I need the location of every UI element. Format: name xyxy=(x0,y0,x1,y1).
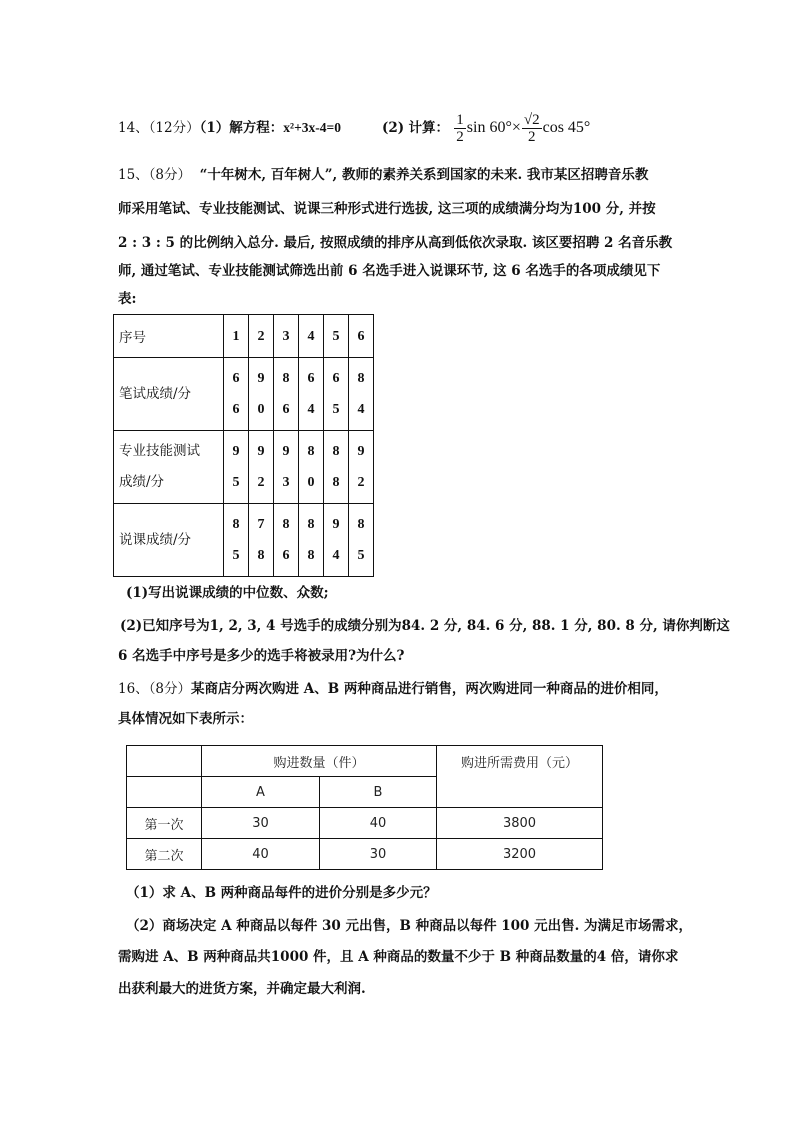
score-cell: 8 5 xyxy=(224,504,249,577)
q14-equation: x²+3x-4=0 xyxy=(283,120,341,135)
q16-intro-line2: 具体情况如下表所示： xyxy=(118,711,253,727)
purchase-table xyxy=(126,745,603,870)
qty-b-cell: 40 xyxy=(320,808,437,839)
q14-number: 14、 xyxy=(118,120,149,136)
q15-line-1 xyxy=(118,166,648,184)
row-label: 第二次 xyxy=(127,839,202,870)
scores-table xyxy=(113,314,374,577)
q15-sub1: (1)写出说课成绩的中位数、众数; xyxy=(126,585,329,601)
q16-number: 16、 xyxy=(118,681,149,697)
q15-paragraph-line: “十年树木, 百年树人”, 教师的素养关系到国家的未来. 我市某区招聘音乐教 xyxy=(199,167,649,183)
score-cell: 9 0 xyxy=(249,358,274,431)
id-cell: 2 xyxy=(249,315,274,358)
q16-sub2-line: （2）商场决定 A 种商品以每件 30 元出售，B 种商品以每件 100 元出售. 为满足市场需求， xyxy=(126,918,693,934)
col-a-header: A xyxy=(202,777,320,808)
fraction-root2-over-2: $\frac{√2}{2}$ xyxy=(523,112,540,145)
row-label: 说课成绩/分 xyxy=(114,504,224,577)
col-b-header: B xyxy=(320,777,437,808)
q14-part2-label: (2) xyxy=(382,120,405,136)
score-cell: 9 5 xyxy=(224,431,249,504)
cos-term: cos 45° xyxy=(542,119,591,136)
table-row xyxy=(114,504,374,577)
score-cell: 8 4 xyxy=(349,358,374,431)
score-cell: 8 8 xyxy=(299,504,324,577)
cost-cell: 3800 xyxy=(437,808,603,839)
q15-paragraph-line: 师采用笔试、专业技能测试、说课三种形式进行选拔, 这三项的成绩满分均为100 分, 并按 xyxy=(118,201,656,217)
q14-part1-text: 解方程： xyxy=(229,120,284,136)
q15-sub2-line2: 6 名选手中序号是多少的选手将被录用?为什么? xyxy=(118,648,405,664)
table-row xyxy=(114,358,374,431)
table-row xyxy=(114,431,374,504)
fraction-one-half: $\frac{1}{2}$ xyxy=(456,112,464,145)
q15-paragraph-line: 2 : 3 : 5 的比例纳入总分. 最后, 按照成绩的排序从高到低依次录取. 该区要招聘 2 名音乐教 xyxy=(118,235,673,251)
score-cell: 9 2 xyxy=(349,431,374,504)
empty-header-cell xyxy=(127,746,202,777)
score-cell: 6 6 xyxy=(224,358,249,431)
table-row xyxy=(114,315,374,358)
id-cell: 5 xyxy=(324,315,349,358)
row-label: 笔试成绩/分 xyxy=(114,358,224,431)
cost-cell: 3200 xyxy=(437,839,603,870)
score-cell: 7 8 xyxy=(249,504,274,577)
q16-sub1: （1）求 A、B 两种商品每件的进价分别是多少元？ xyxy=(126,885,437,901)
row-label: 专业技能测试 成绩/分 xyxy=(114,431,224,504)
q16-sub2-line: 出获利最大的进货方案，并确定最大利润. xyxy=(118,981,366,997)
q15-paragraph-line: 师, 通过笔试、专业技能测试筛选出前 6 名选手进入说课环节, 这 6 名选手的各项成绩见下 xyxy=(118,263,661,279)
q16-intro: 某商店分两次购进 A、B 两种商品进行销售，两次购进同一种商品的进价相同， xyxy=(191,681,668,697)
qty-b-cell: 30 xyxy=(320,839,437,870)
qty-a-cell: 40 xyxy=(202,839,320,870)
q14-part2 xyxy=(382,106,590,150)
q15-number: 15、 xyxy=(118,167,149,183)
score-cell: 9 4 xyxy=(324,504,349,577)
id-cell: 1 xyxy=(224,315,249,358)
table-row xyxy=(127,746,603,777)
table-row xyxy=(127,808,603,839)
q14-part1-label: （1） xyxy=(199,120,230,136)
id-cell: 3 xyxy=(274,315,299,358)
q14-score: （12分） xyxy=(148,120,200,136)
q15-sub2-line1: (2)已知序号为1, 2, 3, 4 号选手的成绩分别为84. 2 分, 84. 6 分, 88. 1 分, 80. 8 分, 请你判断这 xyxy=(120,618,730,634)
q16-sub2-line: 需购进 A、B 两种商品共1000 件，且 A 种商品的数量不少于 B 种商品数量的4 倍，请你求 xyxy=(118,949,679,965)
score-cell: 8 6 xyxy=(274,358,299,431)
q14-part2-text: 计算： xyxy=(408,120,449,136)
q16-intro-line1 xyxy=(118,680,668,698)
header-cost: 购进所需费用（元） xyxy=(437,746,603,808)
score-cell: 8 8 xyxy=(324,431,349,504)
row-label: 第一次 xyxy=(127,808,202,839)
score-cell: 9 3 xyxy=(274,431,299,504)
empty-header-cell xyxy=(127,777,202,808)
score-cell: 6 5 xyxy=(324,358,349,431)
score-cell: 8 0 xyxy=(299,431,324,504)
header-label: 序号 xyxy=(114,315,224,358)
score-cell: 8 5 xyxy=(349,504,374,577)
q15-score: （8分） xyxy=(148,167,192,183)
score-cell: 6 4 xyxy=(299,358,324,431)
qty-a-cell: 30 xyxy=(202,808,320,839)
id-cell: 4 xyxy=(299,315,324,358)
header-qty: 购进数量（件） xyxy=(202,746,437,777)
q15-paragraph-line: 表: xyxy=(118,291,137,307)
q14-line xyxy=(118,119,341,137)
id-cell: 6 xyxy=(349,315,374,358)
score-cell: 8 6 xyxy=(274,504,299,577)
table-row xyxy=(127,839,603,870)
score-cell: 9 2 xyxy=(249,431,274,504)
q16-score: （8分） xyxy=(148,681,192,697)
sin-term: sin 60°× xyxy=(466,119,521,136)
